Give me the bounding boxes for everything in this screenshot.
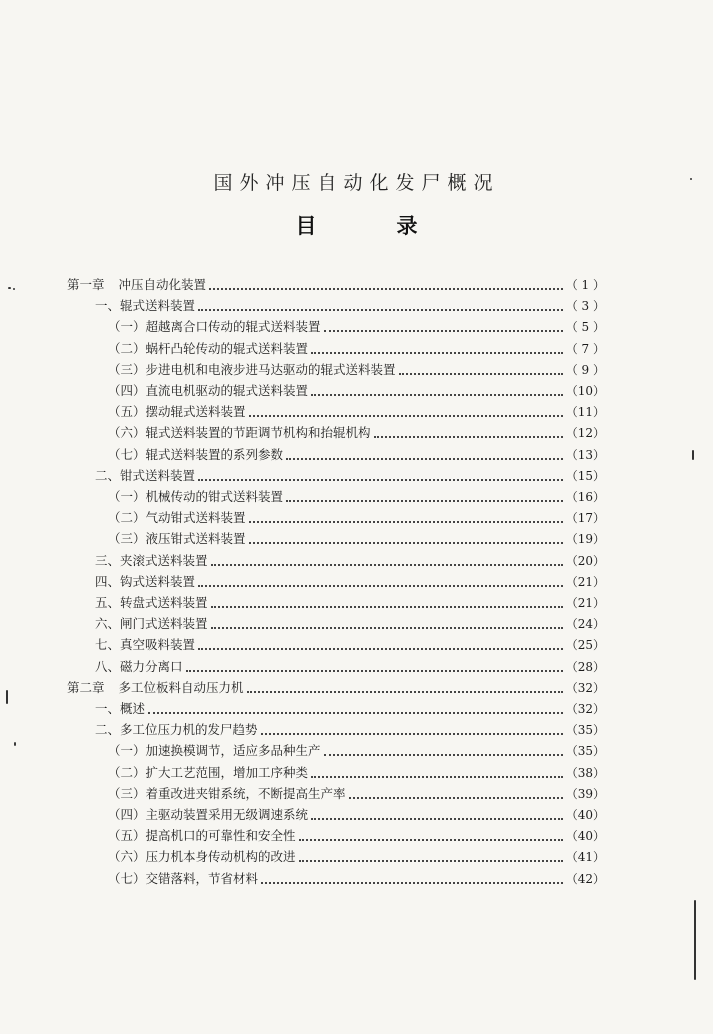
toc-subsection-entry bbox=[108, 869, 605, 889]
toc-leader-dots bbox=[311, 756, 563, 778]
toc-page-number: （28） bbox=[565, 659, 605, 674]
toc-page-number: （ 5 ） bbox=[565, 320, 605, 335]
toc-entry-text: （六）辊式送料装置的节距调节机构和抬辊机构 bbox=[108, 425, 371, 441]
toc-page-number: （12） bbox=[565, 426, 605, 441]
toc-entry-text: （三）液压钳式送料装置 bbox=[108, 531, 246, 547]
toc-entry-text: 四、钩式送料装置 bbox=[95, 573, 196, 589]
toc-leader-dots bbox=[311, 798, 563, 820]
toc-entry-label bbox=[108, 805, 308, 825]
toc-heading-left: 目 bbox=[295, 214, 317, 238]
toc-entry-label bbox=[108, 784, 346, 804]
toc-page-number: （40） bbox=[565, 808, 605, 822]
toc-entry-text: （五）提高机口的可靠性和安全性 bbox=[108, 828, 296, 844]
toc-entry-label bbox=[108, 763, 308, 783]
toc-leader-dots bbox=[247, 671, 563, 693]
scan-speck bbox=[6, 690, 8, 704]
toc-entry-label bbox=[108, 741, 321, 761]
toc-leader-dots bbox=[261, 713, 563, 735]
toc-leader-dots bbox=[349, 777, 563, 799]
toc-leader-dots bbox=[286, 480, 563, 502]
toc-leader-dots bbox=[299, 819, 563, 841]
toc-leader-dots bbox=[311, 374, 563, 396]
toc-chapter-number: 第一章 bbox=[67, 277, 105, 292]
toc-entry-text: （七）辊式送料装置的系列参数 bbox=[108, 446, 284, 462]
toc-entry-text: 七、真空吸料装置 bbox=[95, 637, 196, 653]
toc-entry-label bbox=[67, 275, 206, 295]
toc-leader-dots bbox=[198, 459, 563, 481]
toc-leader-dots bbox=[211, 544, 563, 566]
toc-leader-dots bbox=[261, 862, 563, 884]
toc-entry-label bbox=[95, 657, 183, 677]
toc-leader-dots bbox=[299, 840, 563, 862]
toc-leader-dots bbox=[249, 501, 563, 523]
toc-entry-text: 二、多工位压力机的发尸趋势 bbox=[95, 722, 258, 738]
toc-leader-dots bbox=[148, 692, 563, 714]
toc-entry-text: 冲压自动化装置 bbox=[118, 277, 207, 292]
toc-leader-dots bbox=[209, 268, 563, 290]
toc-leader-dots bbox=[186, 650, 563, 672]
toc-page-number: （41） bbox=[565, 850, 605, 865]
toc-entry-text: （一）加速换模调节，适应多品种生产 bbox=[108, 743, 321, 759]
toc-entry-label bbox=[95, 720, 258, 740]
toc-entry-label bbox=[108, 826, 296, 846]
toc-page-number: （42） bbox=[565, 871, 605, 886]
toc-page-number: （ 9 ） bbox=[565, 362, 605, 377]
toc-page-number: （11） bbox=[565, 405, 605, 420]
toc-entry-label bbox=[95, 551, 208, 571]
scan-speck bbox=[694, 900, 696, 980]
toc-heading-right: 录 bbox=[396, 214, 418, 238]
toc-entry-text: （四）主驱动装置采用无级调速系统 bbox=[108, 807, 309, 822]
toc-entry-text: （二）蜗杆凸轮传动的辊式送料装置 bbox=[108, 340, 309, 356]
toc-page-number: （16） bbox=[565, 490, 605, 504]
toc-entry-label bbox=[95, 614, 208, 634]
toc-leader-dots bbox=[249, 522, 563, 544]
toc-entry-text: （三）着重改进夹钳系统，不断提高生产率 bbox=[108, 785, 346, 801]
toc-entry-label bbox=[108, 508, 246, 528]
toc-leader-dots bbox=[286, 438, 563, 460]
toc-page-number: （13） bbox=[565, 447, 605, 462]
toc-page-number: （40） bbox=[565, 829, 605, 844]
toc-entry-label bbox=[95, 572, 195, 592]
toc-leader-dots bbox=[198, 628, 563, 650]
toc-entry-text: （二）气动钳式送料装置 bbox=[108, 510, 246, 526]
toc-entry-text: （五）摆动辊式送料装置 bbox=[108, 404, 246, 420]
toc-page-number: （35） bbox=[565, 744, 605, 759]
toc-entry-label bbox=[108, 402, 246, 422]
toc-chapter-number: 第二章 bbox=[67, 679, 105, 695]
toc-entry-label bbox=[108, 339, 308, 359]
toc-page-number: （ 1 ） bbox=[565, 278, 605, 292]
toc-entry-label bbox=[108, 317, 321, 337]
toc-page-number: （ 7 ） bbox=[565, 341, 605, 356]
toc-heading bbox=[0, 210, 713, 240]
toc-leader-dots bbox=[198, 565, 563, 587]
toc-leader-dots bbox=[399, 353, 563, 375]
toc-entry-text: （二）扩大工艺范围，增加工序种类 bbox=[108, 764, 309, 780]
toc-leader-dots bbox=[311, 332, 563, 354]
toc-entry-text: （一）超越离合口传动的辊式送料装置 bbox=[108, 319, 321, 335]
scan-speck bbox=[13, 288, 15, 290]
toc-page-number: （15） bbox=[565, 468, 605, 483]
toc-entry-label bbox=[95, 466, 195, 486]
toc-leader-dots bbox=[249, 395, 563, 417]
toc-entry-label bbox=[108, 869, 258, 889]
toc-page-number: （24） bbox=[565, 617, 605, 632]
toc-leader-dots bbox=[198, 289, 563, 311]
toc-page-number: （25） bbox=[565, 638, 605, 653]
toc-entry-text: 一、辊式送料装置 bbox=[95, 298, 196, 314]
toc-page-number: （17） bbox=[565, 511, 605, 526]
toc-leader-dots bbox=[211, 586, 563, 608]
toc-leader-dots bbox=[324, 310, 563, 332]
toc-entry-text: （三）步进电机和电液步进马达驱动的辊式送料装置 bbox=[108, 361, 396, 377]
toc-page-number: （21） bbox=[565, 574, 605, 589]
scan-speck bbox=[690, 178, 692, 180]
toc-entry-text: 多工位板料自动压力机 bbox=[118, 679, 244, 695]
toc-page-number: （32） bbox=[565, 680, 605, 695]
toc-page-number: （21） bbox=[565, 596, 605, 610]
toc-entry-text: 一、概述 bbox=[95, 701, 146, 716]
toc-page-number: （39） bbox=[565, 786, 605, 801]
book-title: 国外冲压自动化发尸概况 bbox=[213, 172, 500, 194]
toc-entry-text: 五、转盘式送料装置 bbox=[95, 595, 208, 610]
toc-entry-text: 二、钳式送料装置 bbox=[95, 467, 196, 483]
toc-page-number: （35） bbox=[565, 723, 605, 738]
toc-entry-label bbox=[95, 593, 208, 613]
scan-speck bbox=[14, 742, 16, 746]
toc-entry-text: 六、闸门式送料装置 bbox=[95, 616, 208, 632]
toc-entry-label bbox=[95, 635, 195, 655]
toc-leader-dots bbox=[211, 607, 563, 629]
scan-speck bbox=[692, 450, 694, 460]
toc-page-number: （19） bbox=[565, 532, 605, 547]
toc-entry-label bbox=[95, 699, 145, 719]
toc-entry-text: （六）压力机本身传动机构的改进 bbox=[108, 849, 296, 865]
toc-entry-text: 八、磁力分离口 bbox=[95, 658, 183, 674]
scan-speck bbox=[8, 287, 11, 289]
toc-entry-text: （一）机械传动的钳式送料装置 bbox=[108, 489, 284, 504]
toc-entry-label bbox=[95, 296, 195, 316]
toc-page-number: （20） bbox=[565, 553, 605, 568]
toc-page-number: （38） bbox=[565, 765, 605, 780]
toc-entry-text: 三、夹滚式送料装置 bbox=[95, 552, 208, 568]
toc-entry-text: （七）交错落料，节省材料 bbox=[108, 870, 259, 886]
toc-leader-dots bbox=[374, 416, 563, 438]
toc-entry-text: （四）直流电机驱动的辊式送料装置 bbox=[108, 383, 309, 398]
toc-page-number: （ 3 ） bbox=[565, 299, 605, 314]
toc-leader-dots bbox=[324, 734, 563, 756]
toc-page-number: （32） bbox=[565, 702, 605, 716]
toc-page-number: （10） bbox=[565, 384, 605, 398]
